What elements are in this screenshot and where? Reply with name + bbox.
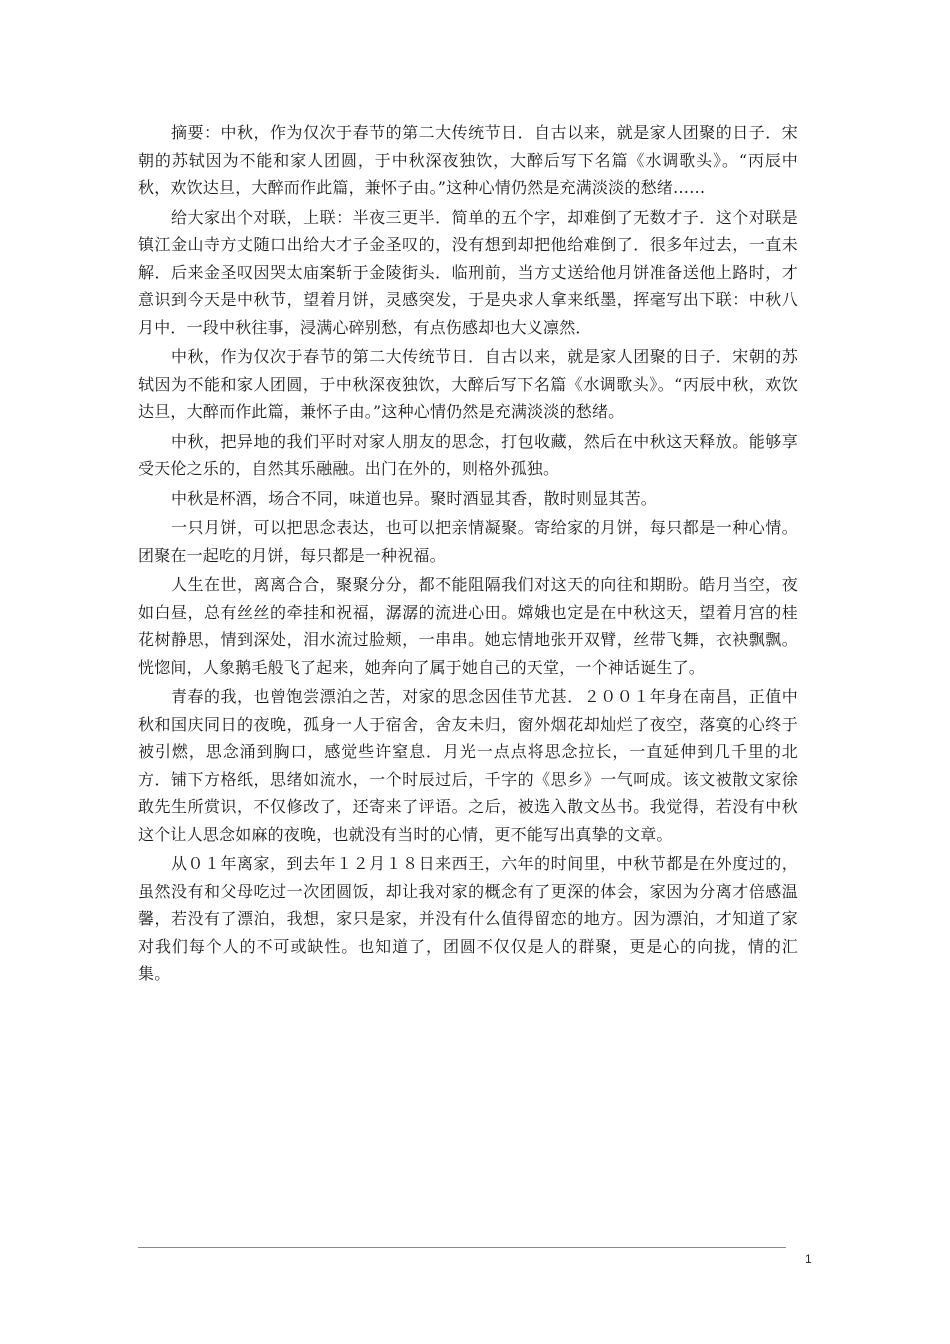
paragraph-youth: 青春的我，也曾饱尝漂泊之苦，对家的思念因佳节尤甚．２００１年身在南昌，正值中秋和国庆同日的夜晚，孤身一人于宿舍，舍友未归，窗外烟花却灿烂了夜空，落寞的心终于被引燃，思念涌到胸口，感觉些许窒息．月光一点点将思念拉长，一直延伸到几千里的北方．铺下方格纸，思绪如流水，一个时辰过后，千字的《思乡》一气呵成。该文被散文家徐敢先生所赏识，不仅修改了，还寄来了评语。之后，被选入散文丛书。我觉得，若没有中秋这个让人思念如麻的夜晚，也就没有当时的心情，更不能写出真挚的文章。 xyxy=(138,687,798,844)
paragraph-mooncake: 一只月饼，可以把思念表达，也可以把亲情凝聚。寄给家的月饼，每只都是一种心情。团聚在一起吃的月饼，每只都是一种祝福。 xyxy=(138,518,798,565)
document-body xyxy=(138,119,798,990)
paragraph-homesick: 中秋，把异地的我们平时对家人朋友的思念，打包收藏，然后在中秋这天释放。能够享受天伦之乐的，自然其乐融融。出门在外的，则格外孤独。 xyxy=(138,431,798,478)
paragraph-reunion: 从０１年离家，到去年１２月１８日来西王，六年的时间里，中秋节都是在外度过的，虽然没有和父母吃过一次团圆饭，却让我对家的概念有了更深的体会，家因为分离才倍感温馨，若没有了漂泊，我想，家只是家，并没有什么值得留恋的地方。因为漂泊，才知道了家对我们每个人的不可或缺性。也知道了，团圆不仅仅是人的群聚，更是心的向拢，情的汇集。 xyxy=(138,854,798,983)
abstract-paragraph: 摘要：中秋，作为仅次于春节的第二大传统节日．自古以来，就是家人团聚的日子．宋朝的苏轼因为不能和家人团圆，于中秋深夜独饮，大醉后写下名篇《水调歌头》。“丙辰中秋，欢饮达旦，大醉而作此篇，兼怀子由。”这种心情仍然是充满淡淡的愁绪…… xyxy=(138,123,798,197)
paragraph-wine: 中秋是杯酒，场合不同，味道也异。聚时酒显其香，散时则显其苦。 xyxy=(171,488,658,508)
page-number: 1 xyxy=(805,1252,812,1266)
paragraph-su-shi: 中秋，作为仅次于春节的第二大传统节日．自古以来，就是家人团聚的日子．宋朝的苏轼因为不能和家人团圆，于中秋深夜独饮，大醉后写下名篇《水调歌头》。“丙辰中秋，欢饮达旦，大醉而作此篇，兼怀子由。”这种心情仍然是充满淡淡的愁绪。 xyxy=(138,347,798,421)
footer-divider xyxy=(138,1247,786,1248)
paragraph-couplet: 给大家出个对联，上联：半夜三更半．简单的五个字，却难倒了无数才子．这个对联是镇江金山寺方丈随口出给大才子金圣叹的，没有想到却把他给难倒了．很多年过去，一直未解．后来金圣叹因哭太庙案斩于金陵街头．临刑前，当方丈送给他月饼准备送他上路时，才意识到今天是中秋节，望着月饼，灵感突发，于是央求人拿来纸墨，挥毫写出下联：中秋八月中．一段中秋往事，浸满心碎别愁，有点伤感却也大义凛然． xyxy=(138,207,798,337)
paragraph-change: 人生在世，离离合合，聚聚分分，都不能阻隔我们对这天的向往和期盼。皓月当空，夜如白昼，总有丝丝的牵挂和祝福，潺潺的流进心田。嫦娥也定是在中秋这天，望着月宫的桂花树静思，情到深处，泪水流过脸颊，一串串。她忘情地张开双臂，丝带飞舞，衣袂飘飘。恍惚间，人象鹅毛般飞了起来，她奔向了属于她自己的天堂，一个神话诞生了。 xyxy=(138,575,798,677)
